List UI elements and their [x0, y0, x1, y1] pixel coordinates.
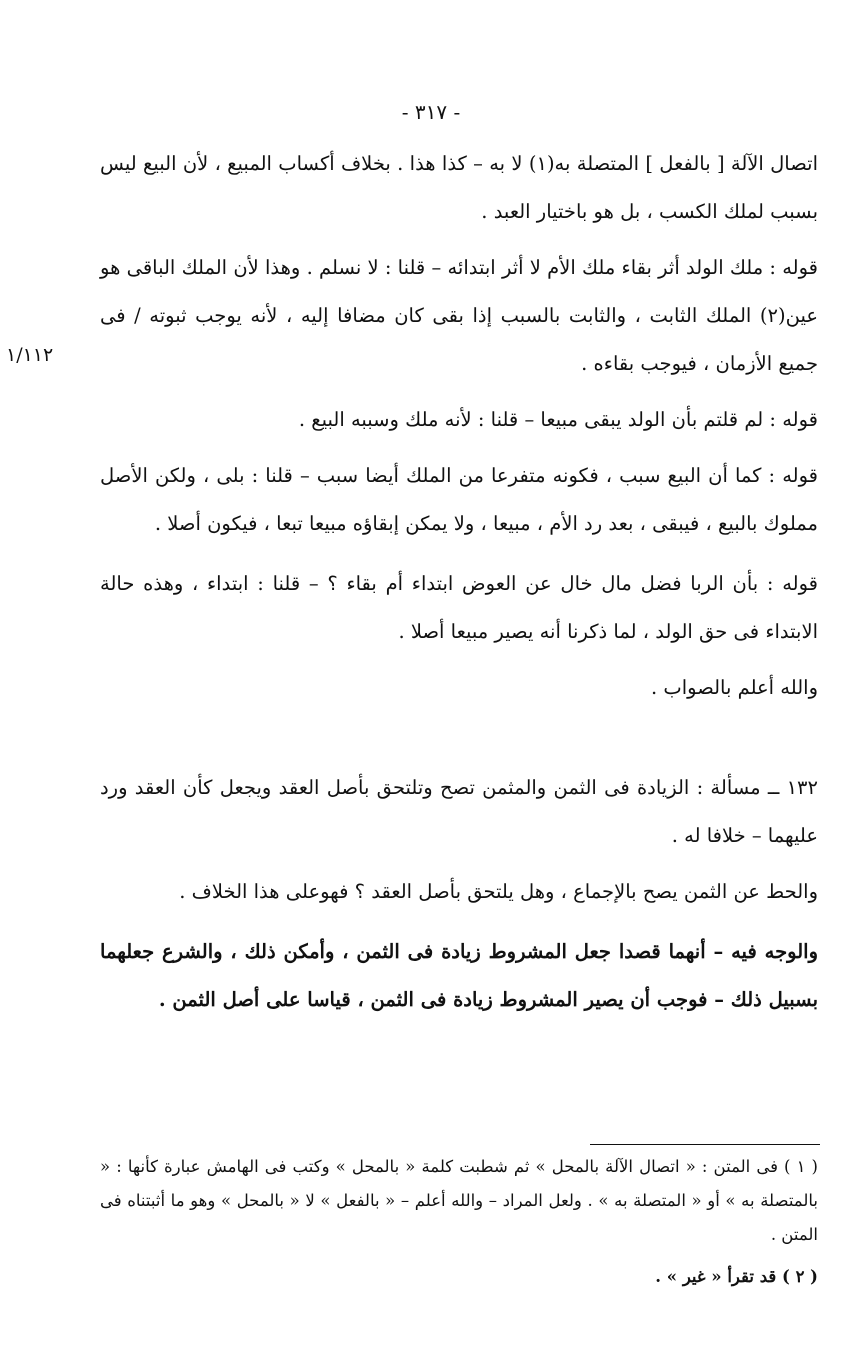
paragraph-1: اتصال الآلة [ بالفعل ] المتصلة به(١) لا به – كذا هذا . بخلاف أكساب المبيع ، لأن البيع ليس بسبب لملك الكسب ، بل هو باختيار العبد . — [100, 152, 818, 223]
paragraph-2: قوله : ملك الولد أثر بقاء ملك الأم لا أثر ابتدائه – قلنا : لا نسلم . وهذا لأن الملك الباقى هو عين(٢) الملك الثابت ، والثابت بالسبب إذا بقى كان مضافا إليه ، لأنه يوجب ثبوته / فى جميع الأزمان ، فيوجب بقاءه . — [100, 256, 818, 375]
margin-folio-reference: ١/١١٢ — [6, 344, 54, 366]
paragraph-5: قوله : بأن الربا فضل مال خال عن العوض ابتداء أم بقاء ؟ – قلنا : ابتداء ، وهذه حالة الابتداء فى حق الولد ، لما ذكرنا أنه يصير مبيعا أصلا . — [100, 572, 818, 643]
paragraph-closing: والله أعلم بالصواب . — [650, 676, 818, 699]
paragraph-masala-132: ١٣٢ ــ مسألة : الزيادة فى الثمن والمثمن تصح وتلتحق بأصل العقد ويجعل كأن العقد ورد عليهما – خلافا له . — [100, 776, 818, 847]
footnote-2: ( ٢ ) قد تقرأ « غير » . — [655, 1267, 818, 1286]
paragraph-8: والحط عن الثمن يصح بالإجماع ، وهل يلتحق بأصل العقد ؟ فهوعلى هذا الخلاف . — [179, 880, 818, 903]
footnote-1: ( ١ ) فى المتن : « اتصال الآلة بالمحل » ثم شطبت كلمة « بالمحل » وكتب فى الهامش عبارة كأنها : « بالمتصلة به » أو « المتصلة به » . ولعل المراد – والله أعلم – « بالفعل » لا « بالمحل » وهو ما أثبتناه فى المتن . — [100, 1157, 818, 1244]
page-number: - ٣١٧ - — [401, 100, 461, 124]
paragraph-9: والوجه فيه – أنهما قصدا جعل المشروط زيادة فى الثمن ، وأمكن ذلك ، والشرع جعلهما بسبيل ذلك – فوجب أن يصير المشروط زيادة فى الثمن ، قياسا على أصل الثمن . — [100, 940, 818, 1011]
paragraph-4: قوله : كما أن البيع سبب ، فكونه متفرعا من الملك أيضا سبب – قلنا : بلى ، ولكن الأصل مملوك بالبيع ، فيبقى ، بعد رد الأم ، مبيعا ، ولا يمكن إبقاؤه مبيعا تبعا ، فيكون أصلا . — [100, 464, 818, 535]
paragraph-3: قوله : لم قلتم بأن الولد يبقى مبيعا – قلنا : لأنه ملك وسببه البيع . — [298, 408, 818, 431]
body-text — [100, 140, 818, 1024]
footnote-divider — [590, 1144, 820, 1145]
footnotes — [100, 1150, 818, 1294]
